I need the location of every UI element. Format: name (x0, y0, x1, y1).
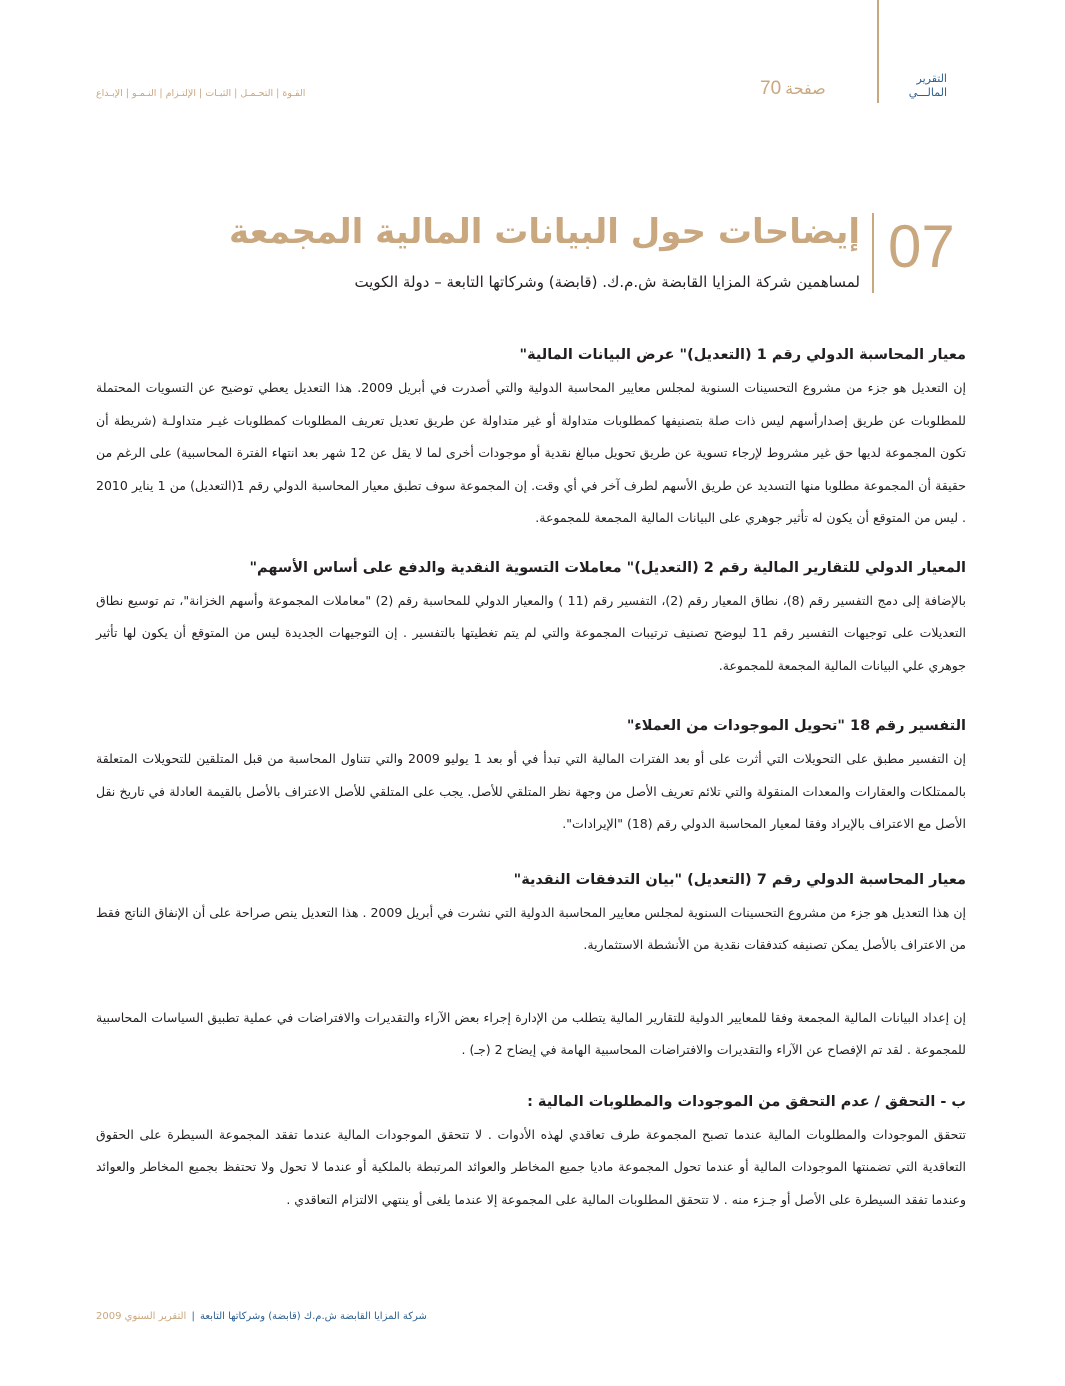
section-body: إن التعديل هو جزء من مشروع التحسينات السنوية لمجلس معايير المحاسبة الدولية والتي أصدرت في أبريل 2009. هذا التعديل يعطي توضيح عن التسويات المحتملة للمطلوبات عن طريق إصدارأسهم ليس ذات صلة بتصنيفها كمطلوبات متداولة أو غير متداولة عن طريق تعديل تعريف المطلوبات كمطلوبات غيـر متداولـة (شريطة أن تكون المجموعة لديها حق غير مشروط لإرجاء تسوية عن طريق تحويل مبالغ نقدية أو موجودات أخرى لما لا يقل عن 12 شهر بعد انتهاء الفترة المحاسبية) على الرغم من حقيقة أن المجموعة مطلوبا منها التسديد عن طريق الأسهم لطرف آخر في أي وقت. إن المجموعة سوف تطبق معيار المحاسبة الدولي رقم 1(التعديل) من 1 يناير 2010 . ليس من المتوقع أن يكون له تأثير جوهري على البيانات المالية المجمعة للمجموعة. (96, 380, 966, 525)
page-word: صفحة (785, 79, 826, 98)
page-number (760, 78, 868, 100)
section-heading: ب - التحقق / عدم التحقق من الموجودات والمطلوبات المالية : (527, 1093, 966, 1110)
report-label-line2: المالـــي (908, 86, 947, 99)
report-label (887, 72, 947, 100)
section-ifrs2 (96, 551, 966, 683)
section-ias7 (96, 863, 966, 962)
footer-company: شركة المزايا القابضة ش.م.ك (قابضة) وشركاتها التابعة (200, 1311, 427, 1322)
section-ias1 (96, 338, 966, 535)
footer-separator: | (191, 1311, 195, 1322)
section-heading: معيار المحاسبة الدولي رقم 1 (التعديل)" عرض البيانات المالية" (519, 347, 966, 363)
chapter-number: 07 (888, 213, 955, 280)
section-heading: معيار المحاسبة الدولي رقم 7 (التعديل) "بيان التدفقات النقدية" (513, 871, 966, 888)
section-heading: المعيار الدولي للتقارير المالية رقم 2 (التعديل)" معاملات التسوية النقدية والدفع على أساس الأسهم" (249, 559, 966, 576)
header-divider (877, 0, 879, 103)
estimates-paragraph: إن إعداد البيانات المالية المجمعة وفقا للمعايير الدولية للتقارير المالية يتطلب من الإدارة إجراء بعض الآراء والتقديرات والافتراضات في عملية تطبيق السياسات المحاسبية للمجموعة . لقد تم الإفصاح عن الآراء والتقديرات والافتراضات المحاسبية الهامة في إيضاح 2 (جـ) . (96, 1009, 966, 1057)
main-content (96, 338, 966, 1216)
section-heading: التفسير رقم 18 "تحويل الموجودات من العملاء" (626, 718, 966, 734)
derecognition-section (96, 1085, 966, 1217)
chapter-divider (872, 213, 874, 293)
chapter-subtitle: لمساهمين شركة المزايا القابضة ش.م.ك. (قابضة) وشركاتها التابعة – دولة الكويت (354, 273, 860, 291)
chapter-title: إيضاحات حول البيانات المالية المجمعة (228, 212, 860, 252)
footer-report: التقرير السنوي 2009 (96, 1311, 187, 1322)
footer (96, 1311, 516, 1322)
section-body: بالإضافة إلى دمج التفسير رقم (8)، نطاق المعيار رقم (2)، التفسير رقم (11 ) والمعيار الدولي للمحاسبة رقم (2) "معاملات المجموعة وأسهم الخزانة"، تم توسيع نطاق التعديلات على توجيهات التفسير رقم 11 ليوضح تصنيف ترتيبات المجموعة والتي لم يتم تغطيتها بالتفسير . إن التوجيهات الجديدة ليس من المتوقع أن يكون لها تأثير جوهري علي البيانات المالية المجمعة للمجموعة. (96, 592, 966, 673)
page-number-value: 70 (760, 78, 782, 99)
estimates-section (96, 1002, 966, 1067)
section-body: إن التفسير مطبق على التحويلات التي أثرت على أو بعد الفترات المالية التي تبدأ في أو بعد 1 يوليو 2009 والتي تتناول المحاسبة من قبل المتلقين للتحويلات المتعلقة بالممتلكات والعقارات والمعدات المنقولة والتي تلائم تعريف الأصل من وجهة نظر المتلقي للأصل. يجب على المتلقي للأصل الاعتراف بالأصل بالقيمة العادلة في تاريخ نقل الأصل مع الاعتراف بالإيراد وفقا لمعيار المحاسبة الدولي رقم (18) "الإيرادات". (96, 751, 967, 831)
section-body: تتحقق الموجودات والمطلوبات المالية عندما تصبح المجموعة طرف تعاقدي لهذه الأدوات . لا تتحقق الموجودات المالية عندما تفقد المجموعة السيطرة على الحقوق التعاقدية التي تضمنتها الموجودات المالية أو عندما تحول المجموعة ماديا جميع المخاطر والعوائد المرتبطة بالملكية أو عندما لا تحول ولا تحتفظ بجميع المخاطر والعوائد وعندما تفقد السيطرة على الأصل أو جـزء منه . لا تتحقق المطلوبات المالية على المجموعة إلا عندما يلغى أو ينتهي الالتزام التعاقدي . (96, 1126, 966, 1207)
values-line: القـوة | التحـمـل | الثبـات | الإلتـزام | النـمـو | الإبـداع (96, 88, 306, 99)
report-label-line1: التقرير (916, 72, 947, 85)
section-ifric18 (96, 709, 966, 841)
section-body: إن هذا التعديل هو جزء من مشروع التحسينات السنوية لمجلس معايير المحاسبة الدولية التي نشرت في أبريل 2009 . هذا التعديل ينص صراحة على أن الإنفاق الناتج فقط من الاعتراف بالأصل يمكن تصنيفه كتدفقات نقدية من الأنشطة الاستثمارية. (96, 904, 966, 952)
